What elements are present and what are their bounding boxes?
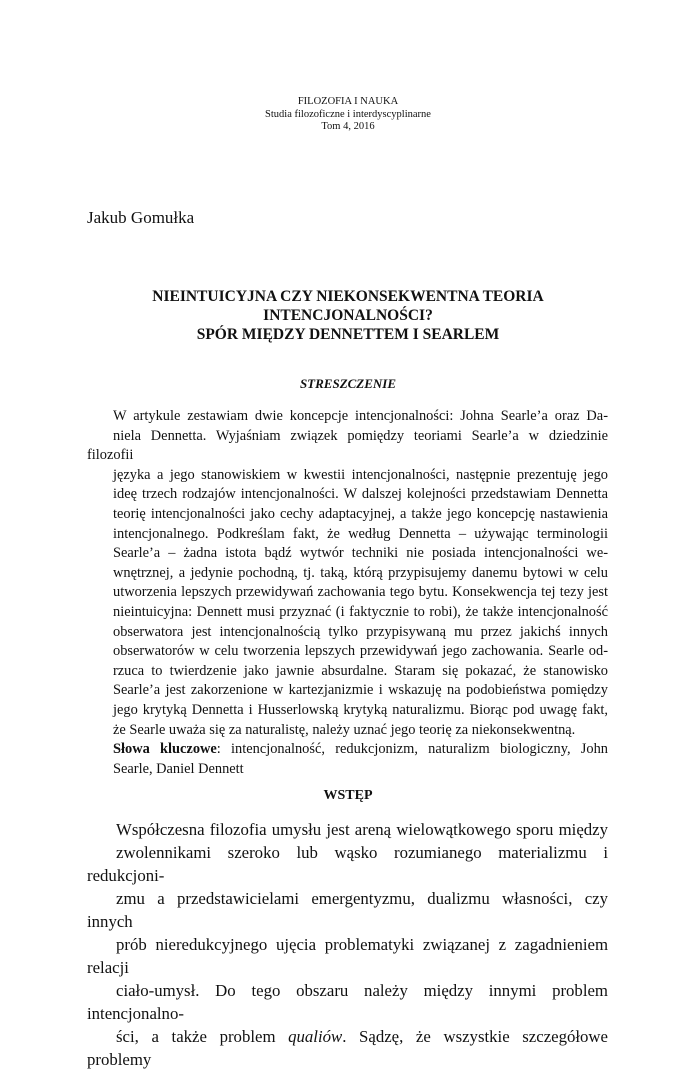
body-text-fragment: ści, a także problem — [116, 1027, 289, 1046]
keywords-label: Słowa kluczowe — [113, 741, 217, 758]
abstract-line: wnętrznej, a jedynie pochodną, tj. taką, którą przypisujemy danemu bytowi w celu — [113, 564, 608, 581]
abstract — [87, 407, 608, 779]
abstract-line: utworzenia lepszych przewidywań zachowania tego bytu. Konsekwencja tej tezy jest — [113, 584, 608, 601]
abstract-line: że Searle uważa się za naturalistę, należy uznać jego teorię za niekonsekwentną. — [113, 721, 576, 738]
body-line-6 — [87, 1025, 608, 1071]
keywords-line-2: Searle, Daniel Dennett — [113, 760, 244, 777]
keywords-line-1 — [87, 740, 608, 760]
body-line: ciało-umysł. Do tego obszaru należy między innymi problem intencjonalno- — [87, 981, 608, 1023]
abstract-line: nieintuicyjna: Dennett musi przyznać (i faktycznie to robi), że także intencjonalność — [113, 603, 608, 620]
body-line: Współczesna filozofia umysłu jest areną wielowątkowego sporu między — [116, 820, 608, 839]
abstract-line: Searle’a – żadna istota bądź wytwór techniki nie posiada intencjonalności we- — [113, 545, 608, 562]
abstract-line: obserwatorów w celu tworzenia lepszych przewidywań jego zachowania. Searle od- — [113, 643, 608, 660]
body-line: zmu a przedstawicielami emergentyzmu, dualizmu własności, czy innych — [87, 889, 608, 931]
abstract-line: ideę trzech rodzajów intencjonalności. W dalszej kolejności przedstawiam Dennetta — [113, 486, 608, 503]
journal-header — [0, 96, 696, 134]
abstract-paragraph — [87, 407, 608, 740]
abstract-line: obserwatora jest intencjonalnością tylko przypisywaną mu przez jakichś innych — [113, 623, 608, 640]
title-line-2: INTENCJONALNOŚCI? — [263, 307, 433, 324]
abstract-heading: STRESZCZENIE — [299, 376, 397, 391]
title-line-3: SPÓR MIĘDZY DENNETTEM I SEARLEM — [196, 326, 500, 343]
body-line: prób nieredukcyjnego ujęcia problematyki związanej z zagadnieniem relacji — [87, 935, 608, 977]
body-text-fragment: . Sądzę, że wszystkie szczegółowe problemy — [87, 1027, 608, 1069]
keywords-paragraph — [87, 740, 608, 779]
journal-subtitle: Studia filozoficzne i interdyscyplinarne — [265, 108, 431, 120]
abstract-line: Searle’a jest zakorzenione w kartezjanizmie i wskazuję na podobieństwa pomiędzy — [113, 682, 608, 699]
abstract-line: niela Dennetta. Wyjaśniam związek pomiędzy teoriami Searle’a w dziedzinie filozofii — [87, 427, 608, 464]
body-line: zwolennikami szeroko lub wąsko rozumianego materializmu i redukcjoni- — [87, 843, 608, 885]
abstract-line: jego krytyką Dennetta i Husserlowską krytyką naturalizmu. Biorąc pod uwagę fakt, — [113, 701, 608, 718]
journal-volume: Tom 4, 2016 — [321, 121, 375, 132]
italic-term: qualiów — [288, 1027, 343, 1046]
keywords-text: : intencjonalność, redukcjonizm, naturalizm biologiczny, John — [216, 741, 608, 758]
abstract-line: języka a jego stanowiskiem w kwestii intencjonalności, następnie prezentuję jego — [113, 466, 608, 483]
body-text — [87, 818, 608, 1071]
abstract-line: rzuca to twierdzenie jako jawnie absurdalne. Staram się pokazać, że stanowisko — [113, 662, 608, 679]
article-title — [60, 287, 636, 344]
abstract-line: teorię intencjonalności jako cechy adaptacyjnej, a także jego koncepcję nastawienia — [113, 505, 608, 522]
abstract-line: intencjonalnego. Podkreślam fakt, że według Dennetta – używając terminologii — [113, 525, 608, 542]
journal-name: FILOZOFIA I NAUKA — [297, 96, 399, 107]
title-line-1: NIEINTUICYJNA CZY NIEKONSEKWENTNA TEORIA — [152, 288, 544, 305]
abstract-line: W artykule zestawiam dwie koncepcje intencjonalności: Johna Searle’a oraz Da- — [113, 408, 608, 424]
body-paragraph — [87, 818, 608, 1071]
author-name: Jakub Gomułka — [87, 208, 195, 227]
section-heading: WSTĘP — [323, 788, 373, 803]
